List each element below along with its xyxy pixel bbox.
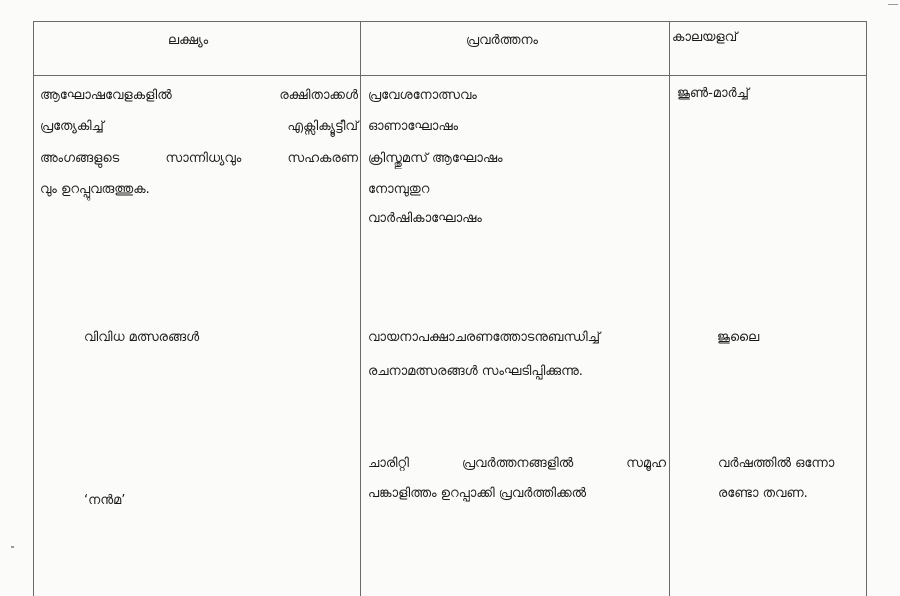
row2-activity-line: വായനാപക്ഷാചരണത്തോടനുബന്ധിച്ച് (368, 330, 601, 345)
row3-goal: ‘നൻമ’ (84, 493, 126, 508)
row2-activity-line: രചനാമത്സരങ്ങൾ സംഘടിപ്പിക്കുന്നു. (368, 364, 583, 379)
table-right-border (866, 21, 867, 596)
row1-goal-line: അംഗങ്ങളുടെ സാന്നിധ്യവും സഹകരണ (40, 151, 358, 166)
row1-goal-line: പ്രത്യേകിച്ച് എക്സിക്യൂട്ടീവ് (40, 119, 358, 134)
row3-period-line: രണ്ടോ തവണ. (718, 486, 808, 501)
row2-goal: വിവിധ മത്സരങ്ങൾ (84, 330, 200, 345)
row3-period-line: വർഷത്തിൽ ഒന്നോ (718, 456, 835, 471)
header-bottom-border (33, 75, 867, 76)
row1-activity-item: ക്രിസ്തുമസ് ആഘോഷം (368, 151, 503, 166)
row1-activity-item: വാർഷികാഘോഷം (368, 211, 482, 226)
row1-goal-line: വും ഉറപ്പുവരുത്തുക. (40, 182, 150, 197)
row3-activity-line: പങ്കാളിത്തം ഉറപ്പാക്കി പ്രവർത്തിക്കൽ (368, 486, 587, 501)
table-top-border (33, 21, 867, 22)
scan-speck (11, 546, 14, 548)
header-goal: ലക്ഷ്യം (168, 33, 209, 48)
table-left-border (33, 21, 34, 596)
row1-activity-item: ഓണാഘോഷം (368, 119, 459, 134)
row1-activity-item: പ്രവേശനോത്സവം (368, 88, 477, 103)
row1-goal-line: ആഘോഷവേളകളിൽ രക്ഷിതാക്കൾ (40, 88, 358, 103)
row1-activity-item: നോമ്പുതുറ (368, 182, 430, 197)
scan-speck (888, 4, 898, 5)
row3-activity-line: ചാരിറ്റി പ്രവർത്തനങ്ങളിൽ സമൂഹ (368, 456, 666, 471)
column-divider-1 (360, 21, 361, 596)
column-divider-2 (669, 21, 670, 596)
header-activity: പ്രവർത്തനം (466, 33, 538, 48)
row2-period: ജൂലൈ (717, 330, 760, 345)
header-period: കാലയളവ് (672, 30, 738, 45)
row1-period: ജൂൺ-മാർച്ച് (677, 86, 749, 101)
